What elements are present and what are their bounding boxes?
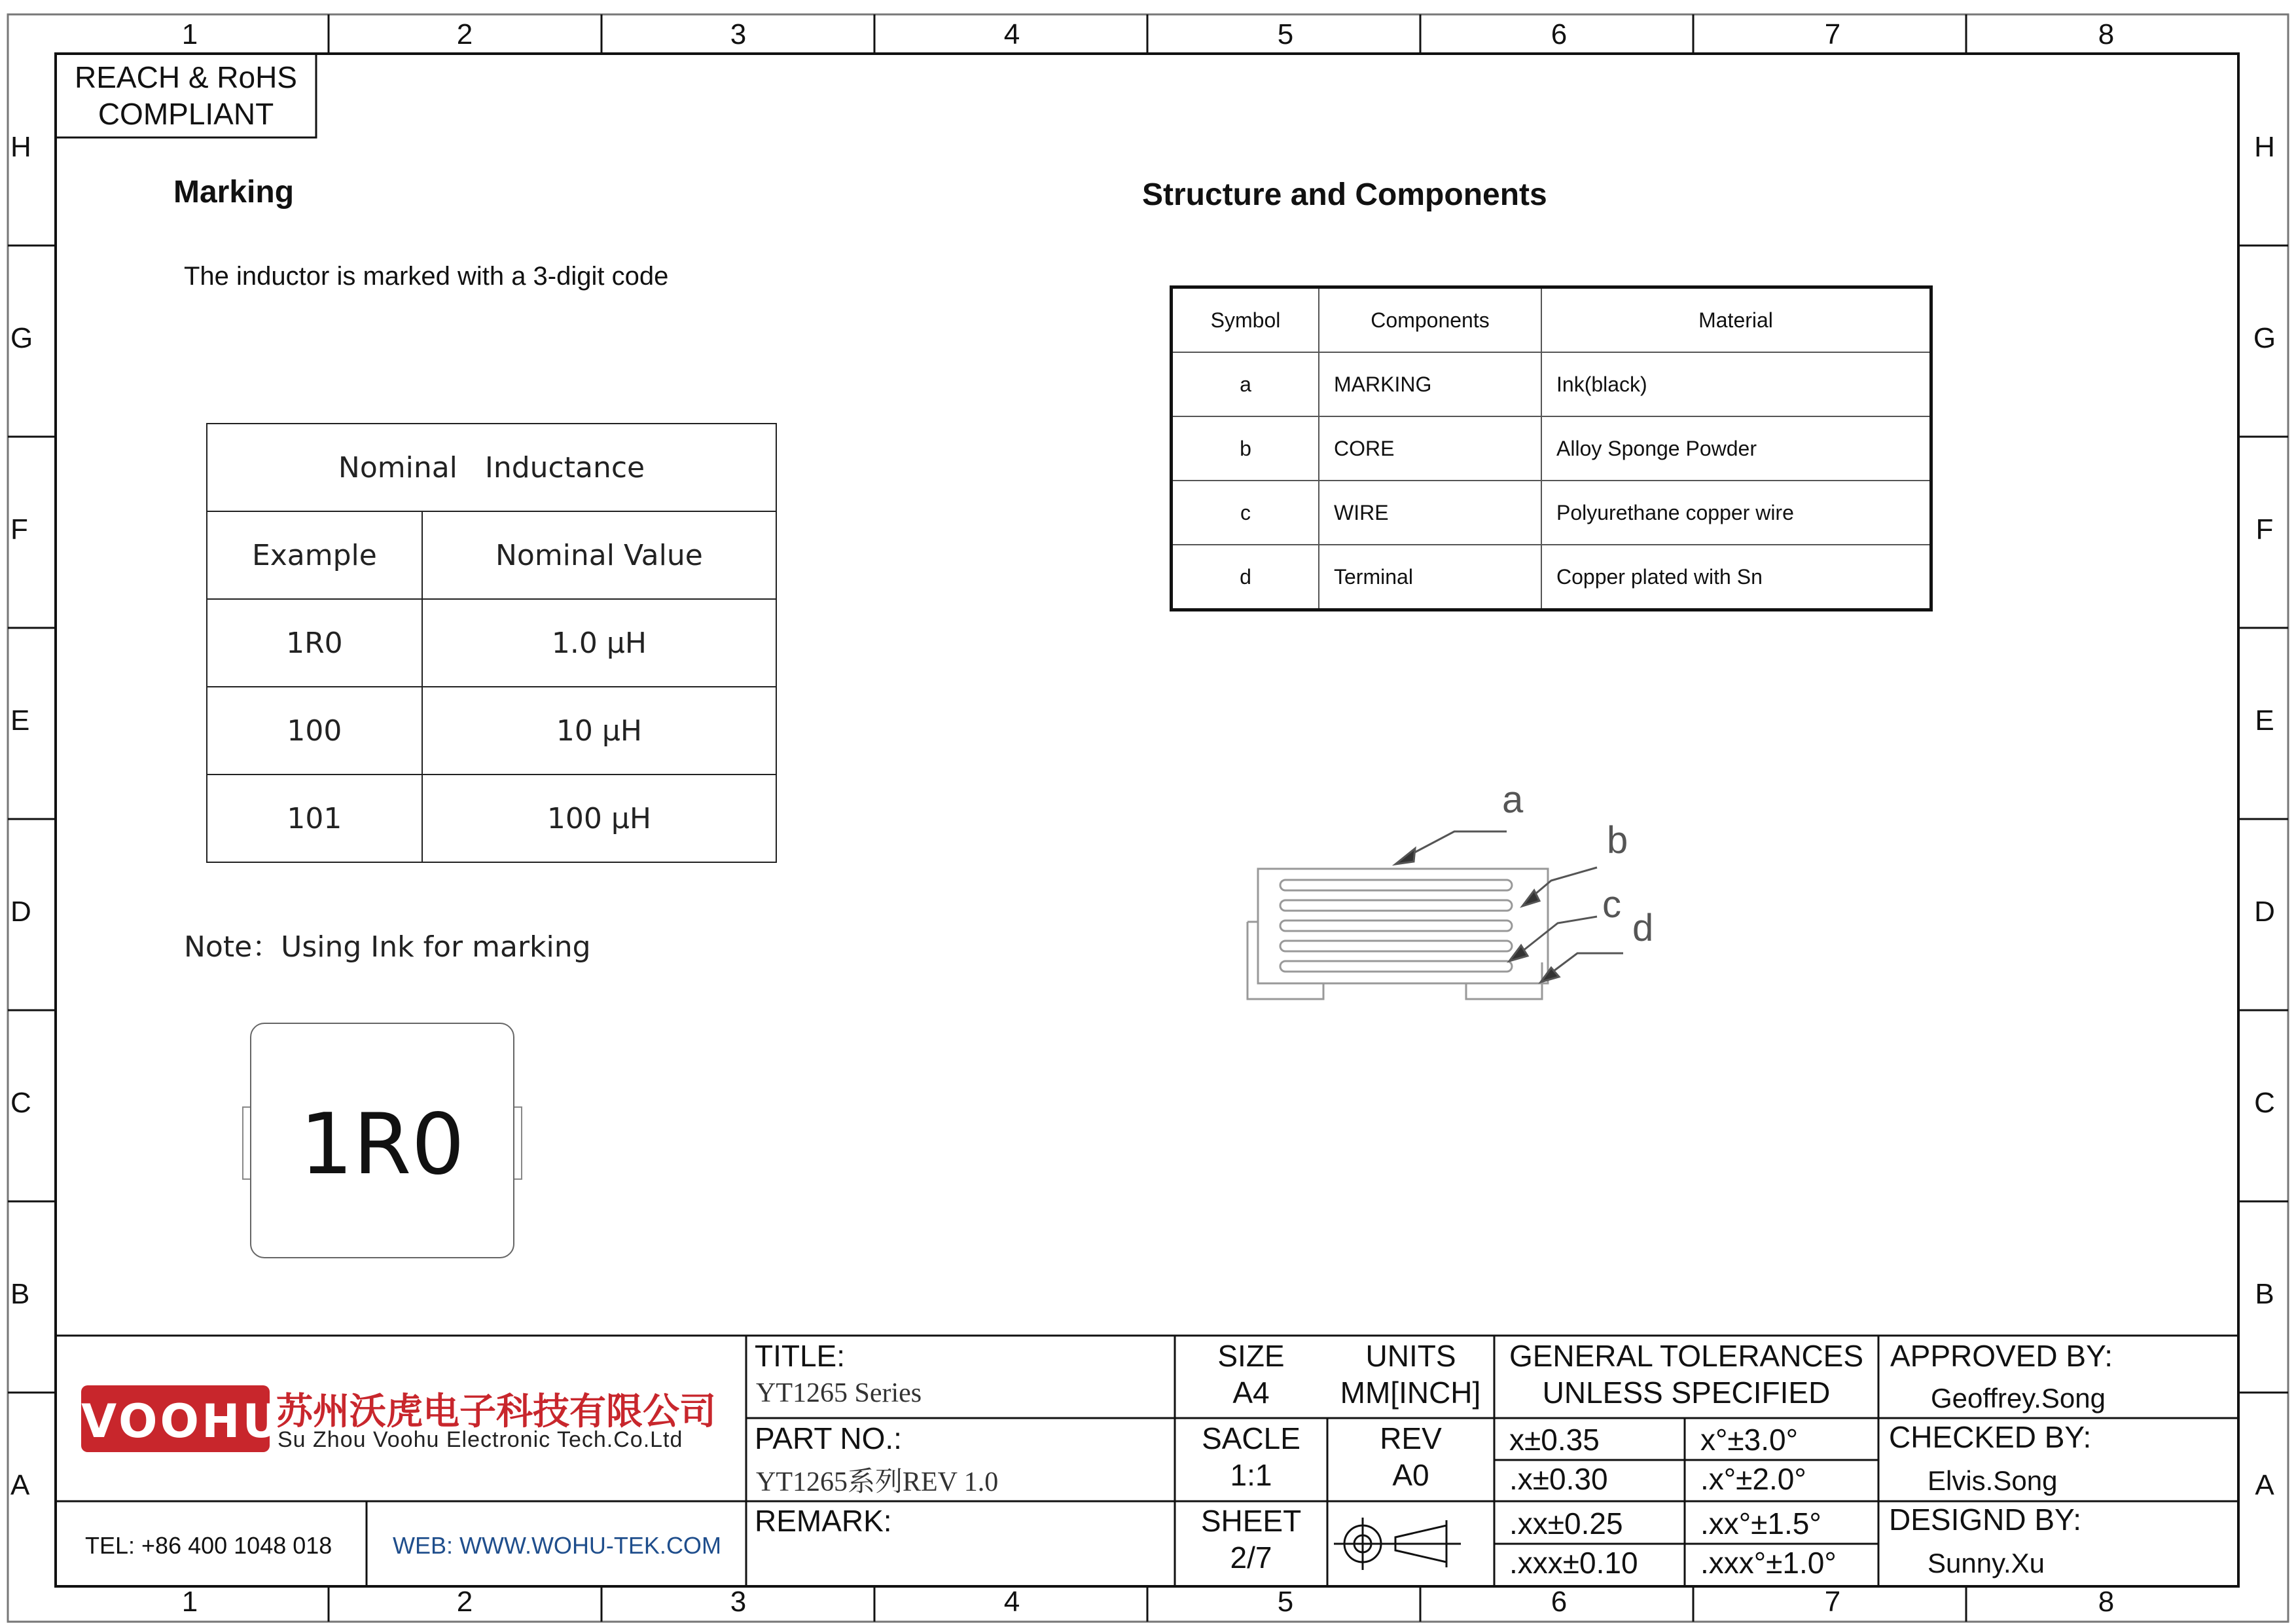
nominal-table-title: Nominal Inductance [207, 424, 776, 511]
zone-col-6-top: 6 [1551, 18, 1568, 50]
table-row [1172, 416, 1931, 481]
nominal-inductance-table [206, 423, 777, 863]
inductor-marking-code: 1R0 [300, 1096, 465, 1194]
compliance-line-2: COMPLIANT [98, 97, 274, 131]
rev-value: A0 [1392, 1458, 1429, 1492]
structure-heading: Structure and Components [1142, 177, 1547, 212]
tolerance-angle-3: .xxx°±1.0° [1700, 1546, 1837, 1580]
part-no-label: PART NO.: [755, 1421, 902, 1455]
zone-col-4-bottom: 4 [1003, 1586, 1020, 1618]
checked-label: CHECKED BY: [1889, 1420, 2092, 1454]
structure-header-components: Components [1319, 287, 1541, 353]
zone-row-d-right: D [2254, 896, 2275, 928]
structure-cell-symbol: c [1172, 481, 1319, 545]
zone-col-1-bottom: 1 [181, 1586, 198, 1618]
zone-col-5-top: 5 [1277, 18, 1294, 50]
nominal-cell-example: 1R0 [207, 599, 422, 687]
tolerance-linear-0: x±0.35 [1509, 1423, 1600, 1457]
callout-c: c [1602, 883, 1621, 926]
structure-cell-symbol: b [1172, 416, 1319, 481]
structure-cell-material: Alloy Sponge Powder [1541, 416, 1931, 481]
zone-col-7-top: 7 [1824, 18, 1841, 50]
callout-d: d [1632, 907, 1654, 949]
sheet-label: SHEET [1200, 1504, 1302, 1538]
rev-label: REV [1380, 1421, 1442, 1455]
size-value: A4 [1232, 1376, 1270, 1410]
structure-cell-material: Polyurethane copper wire [1541, 481, 1931, 545]
structure-cell-component: MARKING [1319, 352, 1541, 416]
company-name-en: Su Zhou Voohu Electronic Tech.Co.Ltd [278, 1427, 683, 1452]
zone-col-3-top: 3 [730, 18, 747, 50]
callout-leaders [1395, 831, 1623, 982]
zone-col-5-bottom: 5 [1277, 1586, 1294, 1618]
checked-value: Elvis.Song [1928, 1465, 2058, 1496]
approved-label: APPROVED BY: [1890, 1339, 2113, 1373]
company-logo [81, 1385, 283, 1452]
sheet-value: 2/7 [1230, 1541, 1272, 1575]
zone-row-d-left: D [10, 896, 31, 928]
nominal-cell-value: 1.0 µH [422, 599, 776, 687]
zone-row-a-right: A [2255, 1469, 2274, 1501]
zone-row-f-left: F [10, 513, 28, 545]
table-row [1172, 352, 1931, 416]
scale-value: 1:1 [1230, 1458, 1272, 1492]
inductor-structure-drawing [1247, 869, 1548, 999]
zone-col-3-bottom: 3 [730, 1586, 747, 1618]
nominal-cell-example: 100 [207, 687, 422, 775]
structure-header-symbol: Symbol [1172, 287, 1319, 353]
title-value: YT1265 Series [756, 1378, 922, 1408]
nominal-header-example: Example [207, 511, 422, 599]
table-row [207, 687, 776, 775]
terminal-left [242, 1106, 250, 1180]
zone-row-b-right: B [2255, 1278, 2274, 1310]
marking-note: Note：Using Ink for marking [184, 930, 591, 964]
remark-label: REMARK: [755, 1504, 892, 1538]
zone-col-8-top: 8 [2098, 18, 2115, 50]
marking-heading: Marking [173, 175, 295, 210]
zone-col-1-top: 1 [181, 18, 198, 50]
zone-row-e-left: E [10, 704, 30, 737]
zone-row-g-right: G [2253, 322, 2276, 354]
zone-col-7-bottom: 7 [1824, 1586, 1841, 1618]
tolerance-angle-1: .x°±2.0° [1700, 1462, 1806, 1496]
zone-row-g-left: G [10, 322, 33, 354]
tolerance-angle-2: .xx°±1.5° [1700, 1506, 1821, 1541]
zone-row-a-left: A [10, 1469, 30, 1501]
title-label: TITLE: [755, 1339, 846, 1373]
units-label: UNITS [1365, 1339, 1456, 1373]
nominal-cell-value: 10 µH [422, 687, 776, 775]
tolerance-linear-3: .xxx±0.10 [1509, 1546, 1638, 1580]
structure-cell-material: Copper plated with Sn [1541, 545, 1931, 610]
nominal-cell-value: 100 µH [422, 775, 776, 862]
structure-cell-component: Terminal [1319, 545, 1541, 610]
terminal-right [514, 1106, 522, 1180]
zone-col-8-bottom: 8 [2098, 1586, 2115, 1618]
zone-row-c-left: C [10, 1087, 31, 1119]
units-value: MM[INCH] [1340, 1376, 1481, 1410]
zone-row-c-right: C [2254, 1087, 2275, 1119]
scale-label: SACLE [1202, 1421, 1300, 1455]
callout-a: a [1502, 778, 1524, 821]
structure-header-material: Material [1541, 287, 1931, 353]
table-row [207, 775, 776, 862]
table-row [1172, 481, 1931, 545]
structure-cell-material: Ink(black) [1541, 352, 1931, 416]
table-row [1172, 545, 1931, 610]
nominal-header-value: Nominal Value [422, 511, 776, 599]
zone-row-b-left: B [10, 1278, 30, 1310]
approved-value: Geoffrey.Song [1931, 1383, 2106, 1413]
zone-row-h-right: H [2254, 131, 2275, 163]
zone-col-2-top: 2 [456, 18, 473, 50]
structure-cell-symbol: a [1172, 352, 1319, 416]
table-row [207, 599, 776, 687]
projection-symbol-icon [1334, 1518, 1461, 1570]
nominal-cell-example: 101 [207, 775, 422, 862]
tolerances-title-1: GENERAL TOLERANCES [1509, 1339, 1864, 1373]
company-tel: TEL: +86 400 1048 018 [85, 1532, 332, 1559]
logo-text: VOOHU [81, 1395, 283, 1448]
tolerance-angle-0: x°±3.0° [1700, 1423, 1798, 1457]
zone-row-e-right: E [2255, 704, 2274, 737]
zone-row-h-left: H [10, 131, 31, 163]
tolerances-title-2: UNLESS SPECIFIED [1542, 1376, 1831, 1410]
designed-label: DESIGND BY: [1889, 1503, 2081, 1537]
compliance-box [56, 59, 316, 132]
zone-col-2-bottom: 2 [456, 1586, 473, 1618]
tolerance-linear-2: .xx±0.25 [1509, 1506, 1623, 1541]
tolerance-linear-1: .x±0.30 [1509, 1462, 1608, 1496]
callout-b: b [1607, 819, 1628, 862]
zone-row-f-right: F [2255, 513, 2274, 545]
company-web: WEB: WWW.WOHU-TEK.COM [393, 1532, 721, 1559]
company-name-cn: 苏州沃虎电子科技有限公司 [276, 1391, 716, 1432]
compliance-line-1: REACH & RoHS [75, 60, 297, 94]
zone-col-4-top: 4 [1003, 18, 1020, 50]
size-label: SIZE [1217, 1339, 1285, 1373]
part-no-value: YT1265系列REV 1.0 [756, 1467, 999, 1497]
structure-cell-component: WIRE [1319, 481, 1541, 545]
marking-description: The inductor is marked with a 3-digit code [184, 262, 669, 291]
structure-cell-symbol: d [1172, 545, 1319, 610]
structure-components-table [1170, 285, 1933, 611]
designed-value: Sunny.Xu [1928, 1548, 2045, 1578]
inductor-top-view [250, 1023, 514, 1258]
zone-col-6-bottom: 6 [1551, 1586, 1568, 1618]
structure-cell-component: CORE [1319, 416, 1541, 481]
